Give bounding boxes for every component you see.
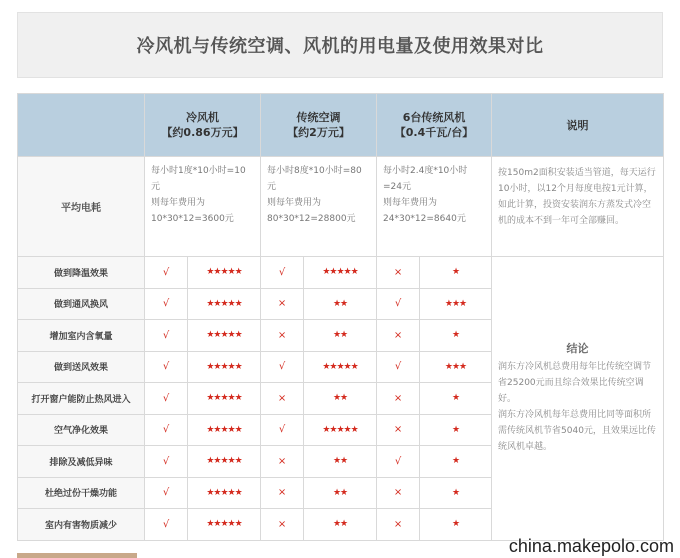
- feature-label: 空气净化效果: [18, 414, 145, 446]
- star-rating: ★★★★★: [304, 257, 377, 289]
- check-mark: ×: [377, 509, 420, 541]
- check-mark: √: [145, 477, 188, 509]
- star-rating: ★★★★★: [188, 351, 261, 383]
- check-mark: ×: [261, 509, 304, 541]
- conclusion-text: 润东方冷风机每年总费用比同等面积所需传统风机节省5040元，且效果远比传统风机卓越。: [498, 410, 656, 453]
- star-rating: ★★★★★: [304, 414, 377, 446]
- header-ac: [261, 94, 377, 157]
- table-row: [18, 257, 664, 289]
- header-note: 说明: [492, 94, 664, 157]
- header-cooler: [145, 94, 261, 157]
- check-mark: √: [145, 383, 188, 415]
- feature-label: 做到降温效果: [18, 257, 145, 289]
- feature-header: [18, 94, 145, 157]
- avg-note: 按150m2面积安装适当管道，每天运行10小时，以12个月每度电按1元计算，如此计算，投资安装润东方蒸发式冷空机的成本不到一年可全部赚回。: [492, 157, 664, 257]
- check-mark: ×: [377, 320, 420, 352]
- check-mark: √: [261, 351, 304, 383]
- avg-line: =24元: [383, 182, 412, 192]
- check-mark: ×: [377, 477, 420, 509]
- check-mark: ×: [377, 383, 420, 415]
- header-fan: [377, 94, 492, 157]
- check-mark: √: [145, 414, 188, 446]
- check-mark: ×: [261, 320, 304, 352]
- feature-label: 排除及减低异味: [18, 446, 145, 478]
- star-rating: ★★: [304, 477, 377, 509]
- star-rating: ★: [420, 257, 492, 289]
- star-rating: ★★★★★: [304, 351, 377, 383]
- star-rating: ★: [420, 446, 492, 478]
- conclusion-text: 润东方冷风机总费用每年比传统空调节省25200元而且综合效果比传统空调好。: [498, 362, 652, 405]
- avg-line: 元: [151, 182, 161, 192]
- star-rating: ★: [420, 509, 492, 541]
- check-mark: √: [145, 288, 188, 320]
- conclusion-title: 结论: [566, 342, 589, 356]
- avg-line: 10*30*12=3600元: [151, 214, 234, 224]
- star-rating: ★: [420, 477, 492, 509]
- avg-line: 每小时1度*10小时=10: [151, 166, 246, 176]
- check-mark: √: [145, 446, 188, 478]
- check-mark: ×: [261, 383, 304, 415]
- check-mark: √: [145, 509, 188, 541]
- check-mark: √: [377, 446, 420, 478]
- star-rating: ★★: [304, 509, 377, 541]
- star-rating: ★★★★★: [188, 509, 261, 541]
- star-rating: ★★★★★: [188, 320, 261, 352]
- title-banner: [17, 12, 663, 78]
- star-rating: ★: [420, 383, 492, 415]
- star-rating: ★★★★★: [188, 414, 261, 446]
- star-rating: ★★: [304, 288, 377, 320]
- header-fan-power: 【0.4千瓦/台】: [394, 126, 474, 139]
- feature-label: 增加室内含氧量: [18, 320, 145, 352]
- header-ac-name: 传统空调: [296, 111, 341, 124]
- check-mark: √: [261, 414, 304, 446]
- avg-line: 则每年费用为: [383, 198, 438, 208]
- check-mark: √: [145, 320, 188, 352]
- page-title: 冷风机与传统空调、风机的用电量及使用效果对比: [136, 36, 544, 57]
- bottom-accent-bar: [17, 553, 137, 558]
- check-mark: √: [261, 257, 304, 289]
- watermark: china.makepolo.com: [508, 536, 674, 556]
- feature-label: 做到送风效果: [18, 351, 145, 383]
- check-mark: √: [377, 288, 420, 320]
- check-mark: ×: [261, 288, 304, 320]
- header-cooler-price: 【约0.86万元】: [161, 126, 244, 139]
- comparison-table: [17, 93, 664, 541]
- star-rating: ★: [420, 414, 492, 446]
- avg-ac: [261, 157, 377, 257]
- star-rating: ★★★★★: [188, 383, 261, 415]
- avg-line: 则每年费用为: [267, 198, 322, 208]
- avg-fan: [377, 157, 492, 257]
- star-rating: ★★: [304, 320, 377, 352]
- star-rating: ★★: [304, 383, 377, 415]
- avg-cooler: [145, 157, 261, 257]
- check-mark: ×: [377, 414, 420, 446]
- star-rating: ★★★★★: [188, 477, 261, 509]
- star-rating: ★★★★★: [188, 288, 261, 320]
- check-mark: ×: [261, 477, 304, 509]
- feature-label: 杜绝过份干燥功能: [18, 477, 145, 509]
- feature-label: 打开窗户能防止热风进入: [18, 383, 145, 415]
- avg-line: 每小时8度*10小时=80: [267, 166, 362, 176]
- conclusion-cell: [492, 257, 664, 541]
- header-fan-name: 6台传统风机: [402, 111, 466, 124]
- avg-line: 元: [267, 182, 277, 192]
- check-mark: √: [145, 351, 188, 383]
- star-rating: ★★★★★: [188, 446, 261, 478]
- avg-line: 24*30*12=8640元: [383, 214, 466, 224]
- avg-power-label: 平均电耗: [18, 157, 145, 257]
- check-mark: √: [377, 351, 420, 383]
- star-rating: ★★★: [420, 288, 492, 320]
- star-rating: ★★★: [420, 351, 492, 383]
- check-mark: ×: [377, 257, 420, 289]
- feature-label: 做到通风换风: [18, 288, 145, 320]
- star-rating: ★: [420, 320, 492, 352]
- check-mark: √: [145, 257, 188, 289]
- avg-line: 每小时2.4度*10小时: [383, 166, 468, 176]
- star-rating: ★★★★★: [188, 257, 261, 289]
- header-ac-price: 【约2万元】: [287, 126, 350, 139]
- avg-line: 则每年费用为: [151, 198, 206, 208]
- feature-label: 室内有害物质减少: [18, 509, 145, 541]
- check-mark: ×: [261, 446, 304, 478]
- star-rating: ★★: [304, 446, 377, 478]
- header-cooler-name: 冷风机: [186, 111, 219, 124]
- avg-line: 80*30*12=28800元: [267, 214, 356, 224]
